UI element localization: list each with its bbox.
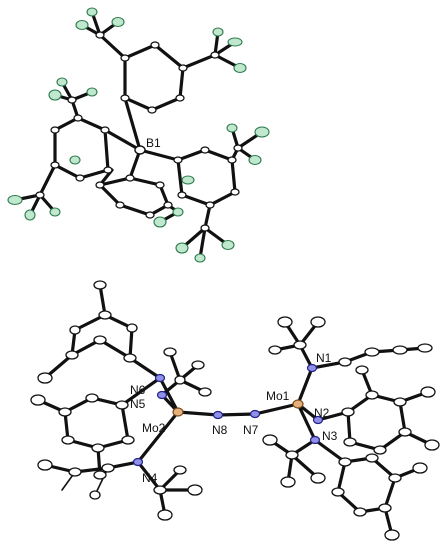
- boron-atom: [135, 146, 145, 154]
- atom-n5: [156, 375, 165, 382]
- atom-label-mo1: Mo1: [266, 389, 290, 403]
- atom-n3: [311, 437, 320, 444]
- atom-label-n7: N7: [243, 423, 259, 437]
- atom-n6: [158, 392, 167, 399]
- borate-anion: [8, 8, 269, 262]
- atom-n8: [214, 412, 223, 419]
- borate-bonds: [15, 12, 262, 258]
- atom-label-mo2: Mo2: [142, 421, 166, 435]
- molybdenum-dimer: [31, 281, 439, 540]
- atom-label-n1: N1: [316, 351, 332, 365]
- atom-n7: [251, 411, 260, 418]
- atom-label-n3: N3: [322, 429, 338, 443]
- atom-label-b1: B1: [146, 136, 161, 150]
- atom-mo2: [173, 408, 183, 416]
- atom-label-n8: N8: [212, 423, 228, 437]
- atom-label-n6: N6: [130, 383, 146, 397]
- atom-label-n2: N2: [314, 406, 330, 420]
- atom-label-n5: N5: [130, 397, 146, 411]
- atom-label-n4: N4: [142, 471, 158, 485]
- atom-labels: [130, 351, 338, 485]
- borate-carbon-atoms: [36, 32, 242, 231]
- atom-n1: [308, 365, 317, 372]
- atom-n4: [134, 459, 143, 466]
- atom-mo1: [293, 400, 303, 408]
